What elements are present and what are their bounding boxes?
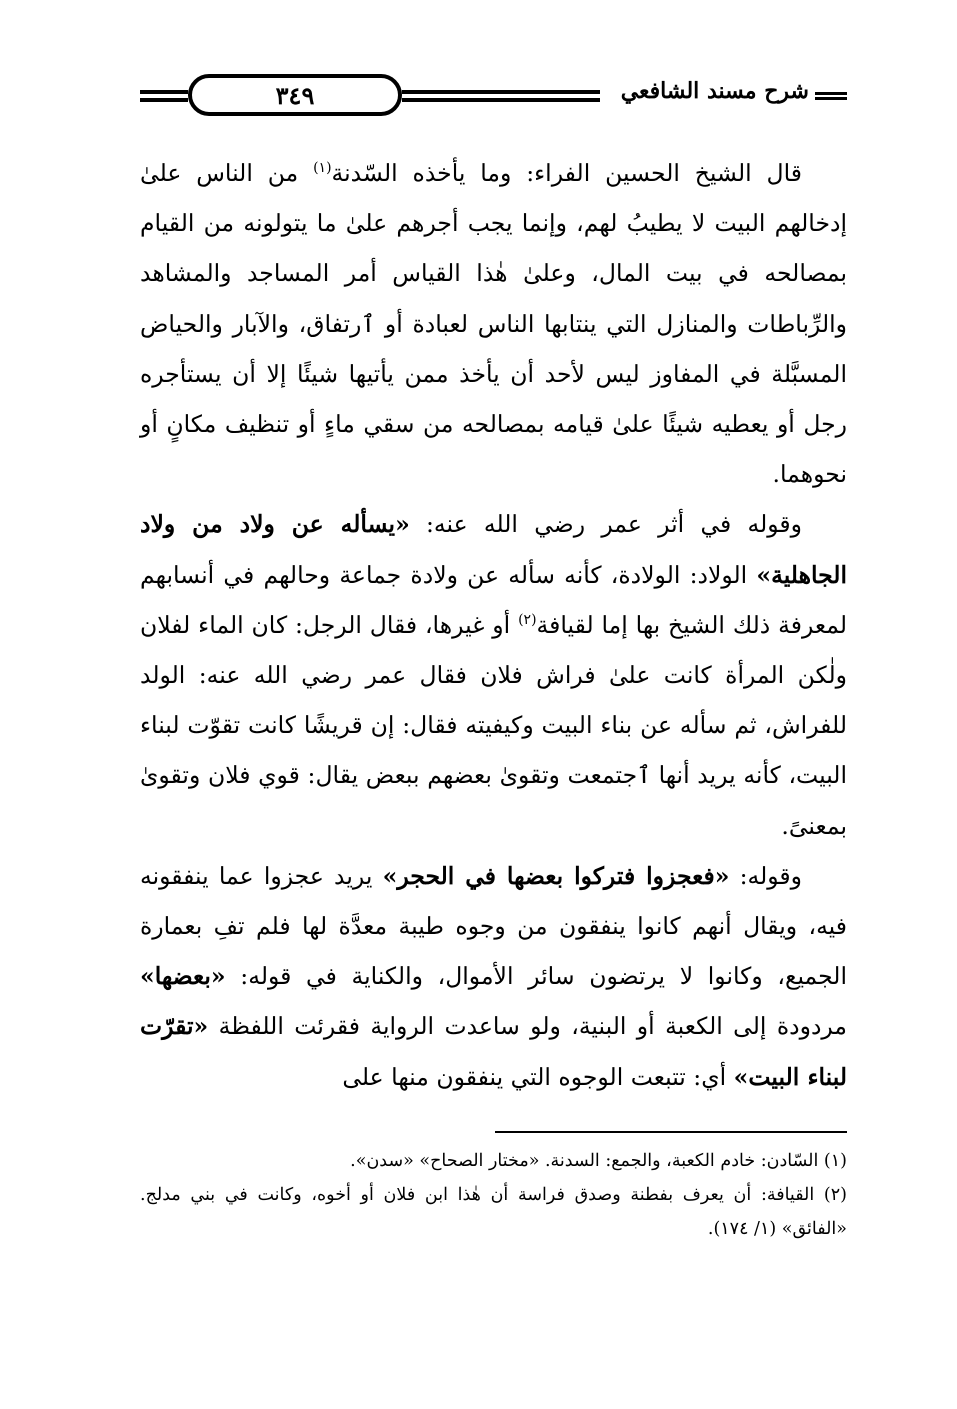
paragraph-3-quote-2: «بعضها» xyxy=(140,962,226,991)
paragraph-3-quote-1: «فعجزوا فتركوا بعضها في الحجر» xyxy=(382,861,730,890)
paragraph-1-text-b: من الناس علىٰ إدخالهم البيت لا يطيبُ لهم، وإنما يجب أجرهم علىٰ ما يتولونه من القيام بمصالحه في بيت المال، وعلىٰ هٰذا القياس أمر المساجد والمشاهد والرِّباطات والمنازل التي ينتابها الناس لعبادة أو ٱرتفاق، والآبار والحياض المسبَّلة في المفاوز ليس لأحد أن يأخذ ممن يأتيها شيئًا إلا أن يستأجره رجل أو يعطيه شيئًا علىٰ قيامه بمصالحه من سقي ماءٍ أو تنظيف مكانٍ أو نحوهما. xyxy=(140,159,847,489)
main-text xyxy=(140,148,847,1102)
paragraph-3 xyxy=(140,851,847,1102)
footnote-1: (١) السّادن: خادم الكعبة، والجمع: السدنة. «مختار الصحاح» «سدن». xyxy=(350,1151,847,1171)
footnote-ref-2: (٢) xyxy=(518,612,537,628)
paragraph-3-text-d: أي: تتبعت الوجوه التي ينفقون منها على xyxy=(342,1062,734,1091)
header-dash-right xyxy=(815,92,847,100)
footnotes xyxy=(140,1144,847,1246)
paragraph-2-text-b: الولاد: الولادة، كأنه سأله عن ولادة جماعة وحالهم في أنسابهم لمعرفة ذلك الشيخ بها إما لقيافة xyxy=(140,560,847,639)
book-title: شرح مسند الشافعي xyxy=(620,78,809,104)
paragraph-1-text-a: قال الشيخ الحسين الفراء: وما يأخذه السّدنة xyxy=(331,159,802,187)
paragraph-2 xyxy=(140,499,847,850)
page-number-badge xyxy=(188,74,402,116)
page-number: ٣٤٩ xyxy=(275,80,315,110)
footnote-ref-1: (١) xyxy=(313,160,332,177)
header-rule-left xyxy=(140,90,188,102)
running-header xyxy=(140,70,847,122)
footnote-separator xyxy=(495,1131,847,1133)
paragraph-2-text-c: أو غيرها، فقال الرجل: كان الماء لفلان ولٰكن المرأة كانت علىٰ فراش فلان فقال عمر رضي الله عنه: الولد للفراش، ثم سأله عن بناء البيت وكيفيته فقال: إن قريشًا كانت تقوّت لبناء البيت، كأنه يريد أنها ٱجتمعت وتقوىٰ بعضهم ببعض يقال: قوي فلان وتقوىٰ بمعنىً. xyxy=(140,610,847,840)
paragraph-3-text-b: يريد عجزوا عما ينفقونه فيه، ويقال أنهم كانوا ينفقون من وجوه طيبة معدَّة لها فلم تفِ بعمارة الجميع، وكانوا لا يرتضون سائر الأموال، والكناية في قوله: xyxy=(140,861,847,991)
header-rule-middle xyxy=(402,90,600,102)
paragraph-3-text-c: مردودة إلى الكعبة أو البنية، ولو ساعدت الرواية فقرئت اللفظة xyxy=(208,1012,847,1041)
paragraph-2-quote: «يسأله عن ولاد من ولاد الجاهلية» xyxy=(140,510,847,589)
paragraph-3-text-a: وقوله: xyxy=(729,861,802,890)
paragraph-1 xyxy=(140,148,847,499)
paragraph-2-text-a: وقوله في أثر عمر رضي الله عنه: xyxy=(409,510,802,539)
footnote-2: (٢) القيافة: أن يعرف بفطنة وصدق فراسة أن هٰذا ابن فلان أو أخوه، وكانت في بني مدلج. «الفائق» (١/ ١٧٤). xyxy=(140,1185,847,1239)
paragraph-3-quote-3: «تقرّت لبناء البيت» xyxy=(140,1012,847,1091)
